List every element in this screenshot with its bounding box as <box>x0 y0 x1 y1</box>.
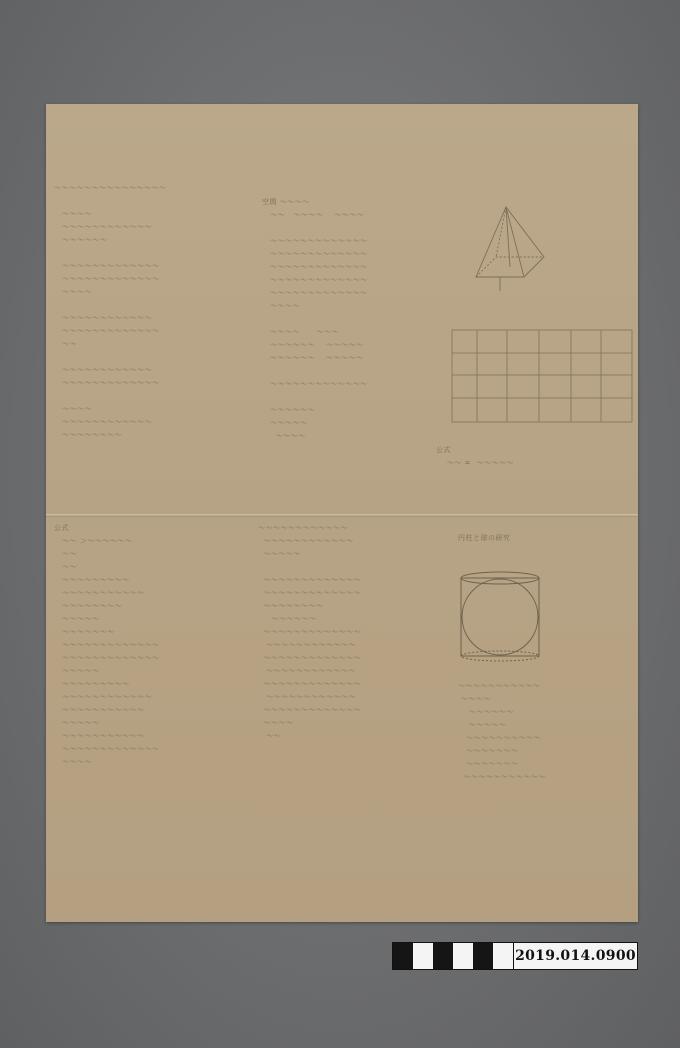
handwritten-table <box>451 329 633 423</box>
catalog-scale <box>392 942 638 970</box>
notes-lower-mid: 〜〜〜〜〜〜〜〜〜〜〜〜 〜〜〜〜〜〜〜〜〜〜〜〜 〜〜〜〜〜 〜〜〜〜〜〜〜〜〜〜〜〜〜 〜〜〜〜〜〜〜〜〜〜〜〜〜 〜〜〜〜〜〜〜〜 〜〜〜〜〜〜 〜〜〜〜〜〜〜〜〜〜〜〜〜 〜〜〜〜〜〜〜〜〜〜〜〜 〜〜〜〜〜〜〜〜〜〜〜〜〜 〜〜〜〜〜〜〜〜〜〜〜〜 〜〜〜〜〜〜〜〜〜〜〜〜〜 〜〜〜〜〜〜〜〜〜〜〜〜 〜〜〜〜〜〜〜〜〜〜〜〜〜 〜〜〜〜 〜〜 <box>258 524 361 740</box>
notes-upper-left: 〜〜〜〜〜〜〜〜〜〜〜〜〜〜〜 〜〜〜〜 〜〜〜〜〜〜〜〜〜〜〜〜 〜〜〜〜〜〜 〜〜〜〜〜〜〜〜〜〜〜〜〜 〜〜〜〜〜〜〜〜〜〜〜〜〜 〜〜〜〜 〜〜〜〜〜〜〜〜〜〜〜〜 〜〜〜〜〜〜〜〜〜〜〜〜〜 〜〜 〜〜〜〜〜〜〜〜〜〜〜〜 〜〜〜〜〜〜〜〜〜〜〜〜〜 〜〜〜〜 〜〜〜〜〜〜〜〜〜〜〜〜 〜〜〜〜〜〜〜〜 <box>54 184 167 439</box>
heading-space: 空間 <box>262 198 277 206</box>
catalog-id: 2019.014.0900 <box>514 942 638 970</box>
cylinder-sphere-sketch <box>458 570 544 664</box>
notes-upper-mid: 空間 〜〜〜〜 〜〜 〜〜〜〜 〜〜〜〜 〜〜〜〜〜〜〜〜〜〜〜〜〜 〜〜〜〜〜〜〜〜〜〜〜〜〜 〜〜〜〜〜〜〜〜〜〜〜〜〜 〜〜〜〜〜〜〜〜〜〜〜〜〜 〜〜〜〜〜〜〜〜〜〜〜〜〜 〜〜〜〜 〜〜〜〜 〜〜〜 〜〜〜〜〜〜 〜〜〜〜〜 〜〜〜〜〜〜 〜〜〜〜〜 〜〜〜〜〜〜〜〜〜〜〜〜〜 〜〜〜〜〜〜 〜〜〜〜〜 〜〜〜〜 <box>262 198 368 440</box>
paper-sheet <box>46 104 638 922</box>
pyramid-sketch <box>456 199 566 289</box>
formula-label: 公式 <box>436 446 451 454</box>
notes-lower-left: 公式 〜〜 ＞〜〜〜〜〜〜 〜〜 〜〜 〜〜〜〜〜〜〜〜〜 〜〜〜〜〜〜〜〜〜〜〜 〜〜〜〜〜〜〜〜 〜〜〜〜〜 〜〜〜〜〜〜〜 〜〜〜〜〜〜〜〜〜〜〜〜〜 〜〜〜〜〜〜〜〜〜〜〜〜〜 〜〜〜〜〜 〜〜〜〜〜〜〜〜〜 〜〜〜〜〜〜〜〜〜〜〜〜 〜〜〜〜〜〜〜〜〜〜〜 〜〜〜〜〜 〜〜〜〜〜〜〜〜〜〜〜 〜〜〜〜〜〜〜〜〜〜〜〜〜 〜〜〜〜 <box>54 524 160 766</box>
formula-upper-right: 公式 〜〜 = 〜〜〜〜〜 <box>436 446 514 467</box>
notes-lower-right-heading <box>458 532 511 545</box>
heading-cylinder-sphere: 円柱と球の研究 <box>458 534 511 542</box>
horizontal-fold <box>46 514 638 517</box>
bw-scale-bar <box>392 942 514 970</box>
formula-label-lower: 公式 <box>54 524 69 532</box>
notes-lower-right: 〜〜〜〜〜〜〜〜〜〜〜 〜〜〜〜 〜〜〜〜〜〜 〜〜〜〜〜 〜〜〜〜〜〜〜〜〜〜 〜〜〜〜〜〜〜 〜〜〜〜〜〜〜 〜〜〜〜〜〜〜〜〜〜〜 <box>458 682 546 781</box>
